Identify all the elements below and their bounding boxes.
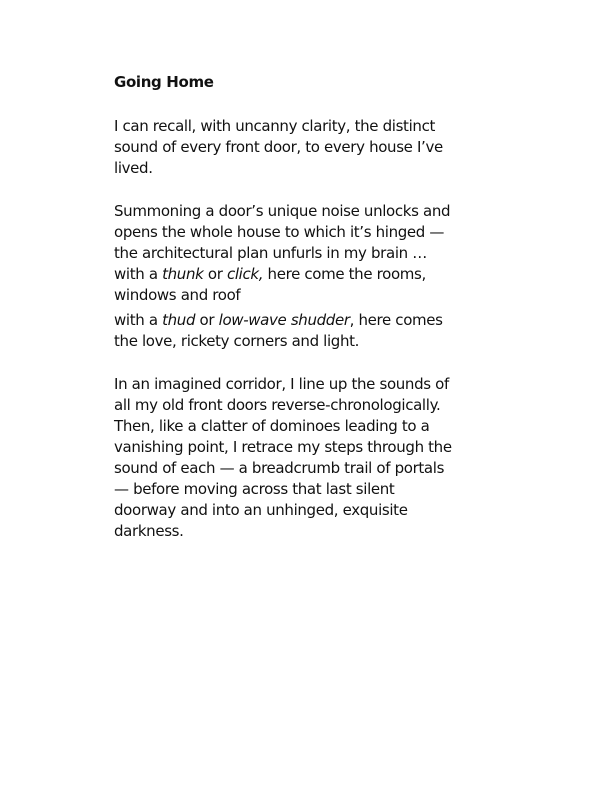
stanza-1 (114, 116, 466, 179)
stanza-2-line-3: the architectural plan unfurls in my brain … (114, 244, 427, 262)
stanza-2-line-6-part-e: , here comes (349, 311, 443, 329)
stanza-1-line-2: sound of every front door, to every house I’ve (114, 138, 443, 156)
stanza-3-line-8: darkness. (114, 522, 184, 540)
stanza-3-line-6: — before moving across that last silent (114, 480, 395, 498)
stanza-1-line-3: lived. (114, 159, 153, 177)
poem-page (114, 72, 466, 564)
stanza-3-line-2: all my old front doors reverse-chronologically. (114, 396, 441, 414)
stanza-3-line-7: doorway and into an unhinged, exquisite (114, 501, 408, 519)
poem-title: Going Home (114, 73, 214, 91)
stanza-2-line-4-part-c: or (203, 265, 227, 283)
stanza-2-line-4 (114, 264, 466, 285)
stanza-2 (114, 201, 466, 352)
stanza-2-line-5: windows and roof (114, 286, 241, 304)
stanza-3 (114, 374, 466, 542)
stanza-2-line-6-part-c: or (195, 311, 219, 329)
stanza-2-line-4-italic-thunk: thunk (162, 265, 204, 283)
stanza-2-line-6-italic-thud: thud (162, 311, 196, 329)
stanza-2-line-6 (114, 310, 466, 331)
stanza-2-line-4-part-e: here come the rooms, (263, 265, 426, 283)
stanza-1-line-1: I can recall, with uncanny clarity, the distinct (114, 117, 435, 135)
stanza-2-line-2: opens the whole house to which it’s hinged — (114, 223, 445, 241)
stanza-2-line-1: Summoning a door’s unique noise unlocks and (114, 202, 451, 220)
stanza-2-line-4-italic-click: click, (226, 265, 264, 283)
stanza-3-line-1: In an imagined corridor, I line up the sounds of (114, 375, 449, 393)
stanza-3-line-5: sound of each — a breadcrumb trail of portals (114, 459, 445, 477)
stanza-3-line-4: vanishing point, I retrace my steps through the (114, 438, 452, 456)
stanza-2-line-4-part-a: with a (114, 265, 163, 283)
stanza-2-line-6-italic-shudder: low-wave shudder (218, 311, 350, 329)
stanza-2-line-7: the love, rickety corners and light. (114, 332, 360, 350)
stanza-2-line-6-part-a: with a (114, 311, 163, 329)
stanza-3-line-3: Then, like a clatter of dominoes leading to a (114, 417, 430, 435)
